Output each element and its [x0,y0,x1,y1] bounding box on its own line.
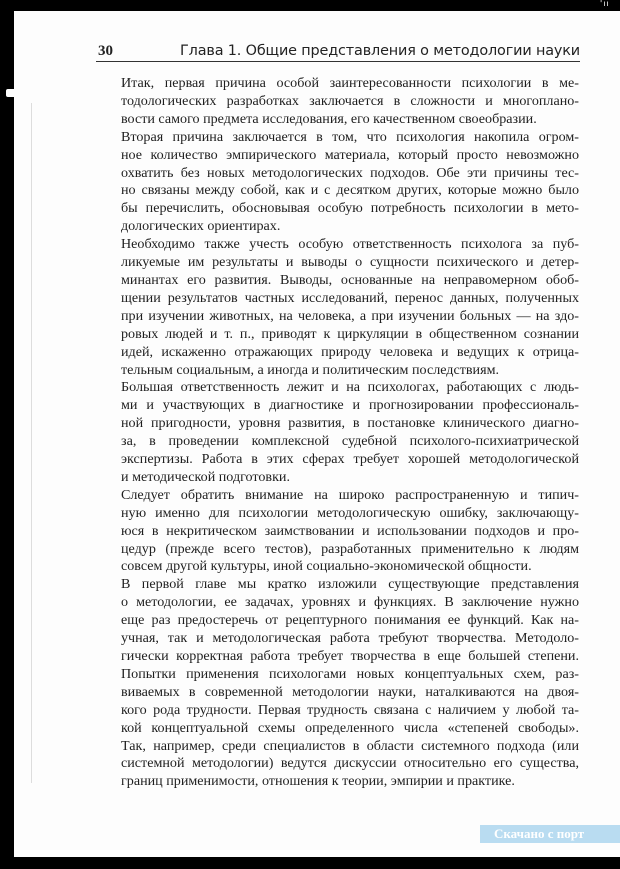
text-line: минантах его развития. Выводы, основанные на неправомерном обоб- [121,271,579,288]
text-line: щении результатов частных исследований, перенос данных, полученных [121,289,579,306]
text-line: юся в некритическом заимствовании и использовании подходов и про- [121,522,579,539]
text-line: Вторая причина заключается в том, что психология накопила огром- [121,128,579,145]
paragraph [103,75,579,129]
text-line: Итак, первая причина особой заинтересованности психологии в ме- [121,75,579,91]
text-line: тельным социальным, а иногда и политическим последствиям. [121,361,500,378]
text-line: ликуемые им результаты и выводы о сущности психического и детер- [121,254,579,271]
download-watermark: Скачано с порт [480,825,620,843]
text-line: идей, искаженно отражающих природу человека и ведущих к отрица- [121,343,579,360]
text-line: но связаны между собой, как и с десятком других, которые можно было [121,182,579,199]
text-line: системной методологии) ведутся дискуссии относительно его существа, [121,755,579,772]
scan-margin-line [31,103,32,783]
text-line: кого рода трудности. Первая трудность связана с наличием у любой та- [121,701,579,718]
text-line: при изучении животных, на человека, а при изучении больных — на здо- [121,307,579,324]
text-line: тодологических разработках заключается в сложности и многоплано- [121,92,579,109]
scan-edge-mark: 'ıı [600,0,610,8]
running-header [96,41,580,62]
text-line: Так, например, среди специалистов в области системного подхода (или [121,737,579,754]
text-line: ную именно для психологии методологическую ошибку, заключающу- [121,504,579,521]
text-line: дологических ориентирах. [121,218,281,235]
chapter-title: Глава 1. Общие представления о методологии науки [180,43,580,59]
text-line: ровых людей и т. п., приводят к циркуляции в общественном сознании [121,325,579,342]
text-line: гически корректная работа требует творчества в еще большей степени. [121,648,579,664]
text-line: ми и участвующих в диагностике и прогнозировании профессиональ- [121,397,579,414]
text-line: цедур (прежде всего тестов), разработанных применительно к людям [121,540,579,557]
body-text [103,75,579,791]
text-line: и методической подготовки. [121,468,290,485]
text-line: о методологии, ее задачах, уровнях и функциях. В заключение нужно [121,594,579,611]
paragraph [103,129,579,236]
page-number: 30 [98,43,113,59]
paragraph [103,379,579,486]
text-line: Попытки применения психологами новых концептуальных схем, раз- [121,665,579,682]
paragraph [103,487,579,577]
text-line: за, в проведении комплексной судебной психолого-психиатрической [121,433,579,450]
text-line: экспертизы. Работа в этих сферах требует хорошей методологической [121,451,579,468]
text-line: охватить без новых методологических подходов. Обе эти причины тес- [121,164,579,181]
paragraph [103,236,579,379]
paragraph [103,576,579,791]
text-line: вости самого предмета исследования, его качественном своеобразии. [121,110,537,127]
text-line: ное количество эмпирического материала, который просто невозможно [121,146,579,163]
text-line: границ применимости, отношения к теории, эмпирии и практике. [121,773,515,790]
text-line: еще раз предостеречь от рецептурного понимания ее функций. Как на- [121,612,579,629]
text-line: Необходимо также учесть особую ответственность психолога за пуб- [121,236,579,253]
text-line: бы перечислить, обосновывая особую потребность психологии в мето- [121,200,579,217]
text-line: ной пригодности, уровня развития, в постановке клинического диагно- [121,415,579,432]
text-line: виваемых в современной методологии науки, наталкиваются на двоя- [121,683,579,700]
text-line: кой концептуальной схемы определенного числа «степеней свободы». [121,719,579,736]
text-line: В первой главе мы кратко изложили существующие представления [121,576,579,593]
text-line: учная, так и методологическая работа требуют творчества. Методоло- [121,630,579,647]
text-line: совсем другой культуры, иной социально-экономической общности. [121,558,532,575]
text-line: Следует обратить внимание на широко распространенную и типич- [121,486,579,503]
text-line: Большая ответственность лежит и на психологах, работающих с людь- [121,379,579,396]
